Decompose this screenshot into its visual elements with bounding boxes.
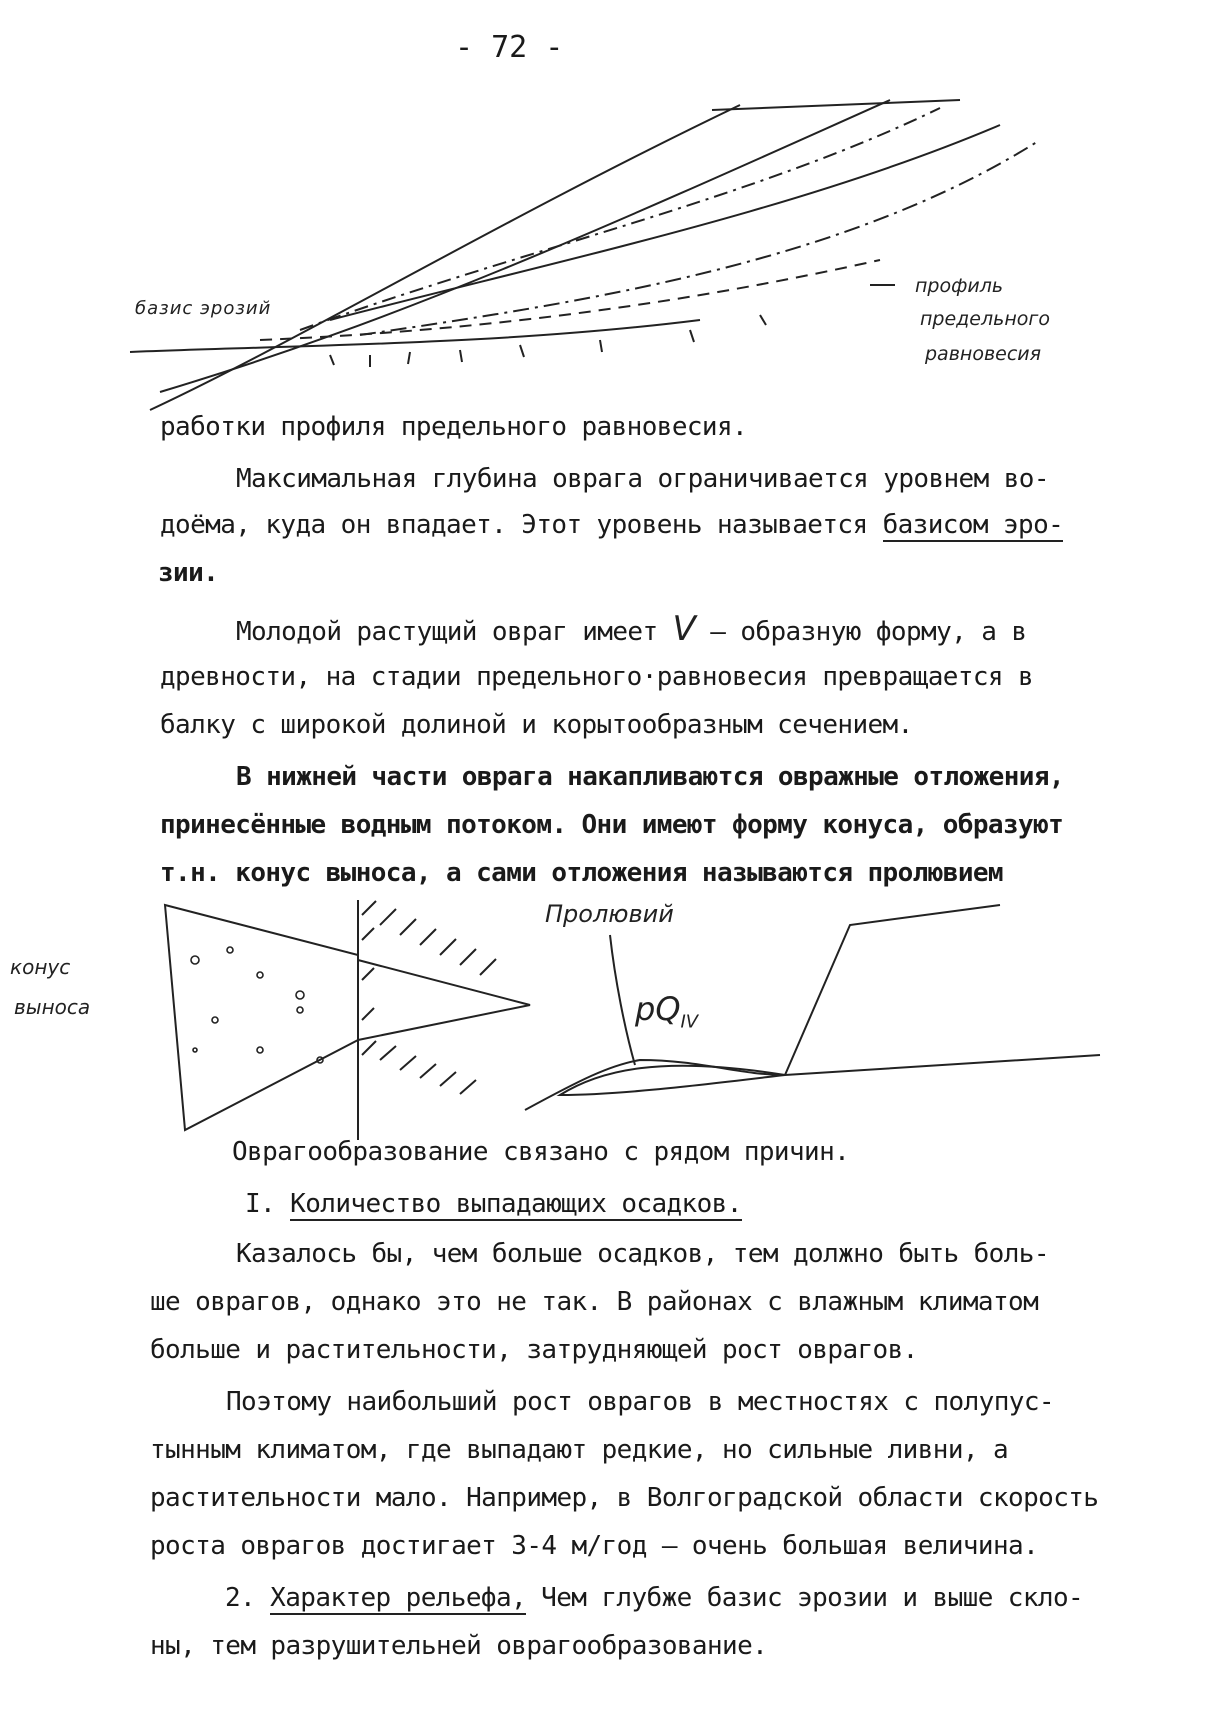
text-line [245, 1187, 742, 1221]
text-segment: 2. [225, 1583, 271, 1613]
text-segment: I. [245, 1189, 291, 1219]
underlined-term: базисом эро- [882, 510, 1064, 540]
fan-label-1: конус [10, 955, 71, 979]
hatch-bottom [362, 1041, 476, 1094]
text-line [225, 1581, 1083, 1615]
formula-main: pQ [635, 990, 681, 1028]
hatch-top [362, 901, 496, 975]
formula-subscript: IV [680, 1011, 699, 1033]
ground-profile [525, 1055, 1100, 1110]
text-segment: доёма, куда он впадает. Этот уровень называется [160, 510, 883, 540]
text-segment: Молодой растущий овраг имеет [236, 617, 673, 647]
text-line: древности, на стадии предельного·равновесия превращается в [160, 662, 1034, 692]
proluvium-body [560, 1066, 785, 1095]
text-line: Поэтому наибольший рост оврагов в местностях с полупус- [226, 1387, 1054, 1417]
v-shape-glyph: V [672, 609, 696, 649]
fan-outline [165, 905, 358, 1130]
fan-label-2: выноса [14, 995, 91, 1019]
text-line: больше и растительности, затрудняющей рост оврагов. [150, 1335, 918, 1365]
text-line: принесённые водным потоком. Они имеют форму конуса, образуют [160, 810, 1064, 840]
text-line: т.н. конус выноса, а сами отложения называются пролювием [160, 858, 1003, 888]
underlined-heading: Количество выпадающих осадков. [290, 1189, 742, 1219]
proluvium-pointer [610, 935, 635, 1065]
text-line: Казалось бы, чем больше осадков, тем должно быть боль- [236, 1239, 1049, 1269]
text-line: Максимальная глубина оврага ограничивается уровнем во- [236, 464, 1049, 494]
fan-pebbles [191, 947, 323, 1063]
proluvium-formula [635, 990, 698, 1032]
text-line: Оврагообразование связано с рядом причин. [232, 1137, 850, 1167]
text-line: тынным климатом, где выпадают редкие, но сильные ливни, а [150, 1435, 1009, 1465]
underlined-heading: Характер рельефа, [270, 1583, 527, 1613]
page-number: - 72 - [455, 30, 564, 65]
text-segment: – образную форму, а в [695, 617, 1027, 647]
ravine-mouth [358, 960, 530, 1040]
scarp-line [785, 905, 1000, 1075]
text-line: ше оврагов, однако это не так. В районах с влажным климатом [150, 1287, 1039, 1317]
text-line: растительности мало. Например, в Волгоградской области скорость [150, 1483, 1099, 1513]
equilibrium-profile-label-1: профиль [915, 275, 1004, 297]
proluvium-label: Пролювий [545, 900, 674, 928]
text-line: ны, тем разрушительней оврагообразование. [150, 1631, 768, 1661]
equilibrium-profile-label-2: предельного [920, 308, 1050, 330]
equilibrium-profile-label-3: равновесия [925, 343, 1042, 365]
text-line: роста оврагов достигает 3-4 м/год – очень большая величина. [150, 1531, 1039, 1561]
text-line: балку с широкой долиной и корытообразным сечением. [160, 710, 913, 740]
hatch-left [362, 928, 374, 1020]
text-line: работки профиля предельного равновесия. [160, 412, 748, 442]
text-line: В нижней части оврага накапливаются овражные отложения, [236, 762, 1064, 792]
text-segment: Чем глубже базис эрозии и выше скло- [526, 1583, 1084, 1613]
text-line: зии. [158, 558, 219, 588]
erosion-base-label: базис эрозий [135, 298, 272, 319]
